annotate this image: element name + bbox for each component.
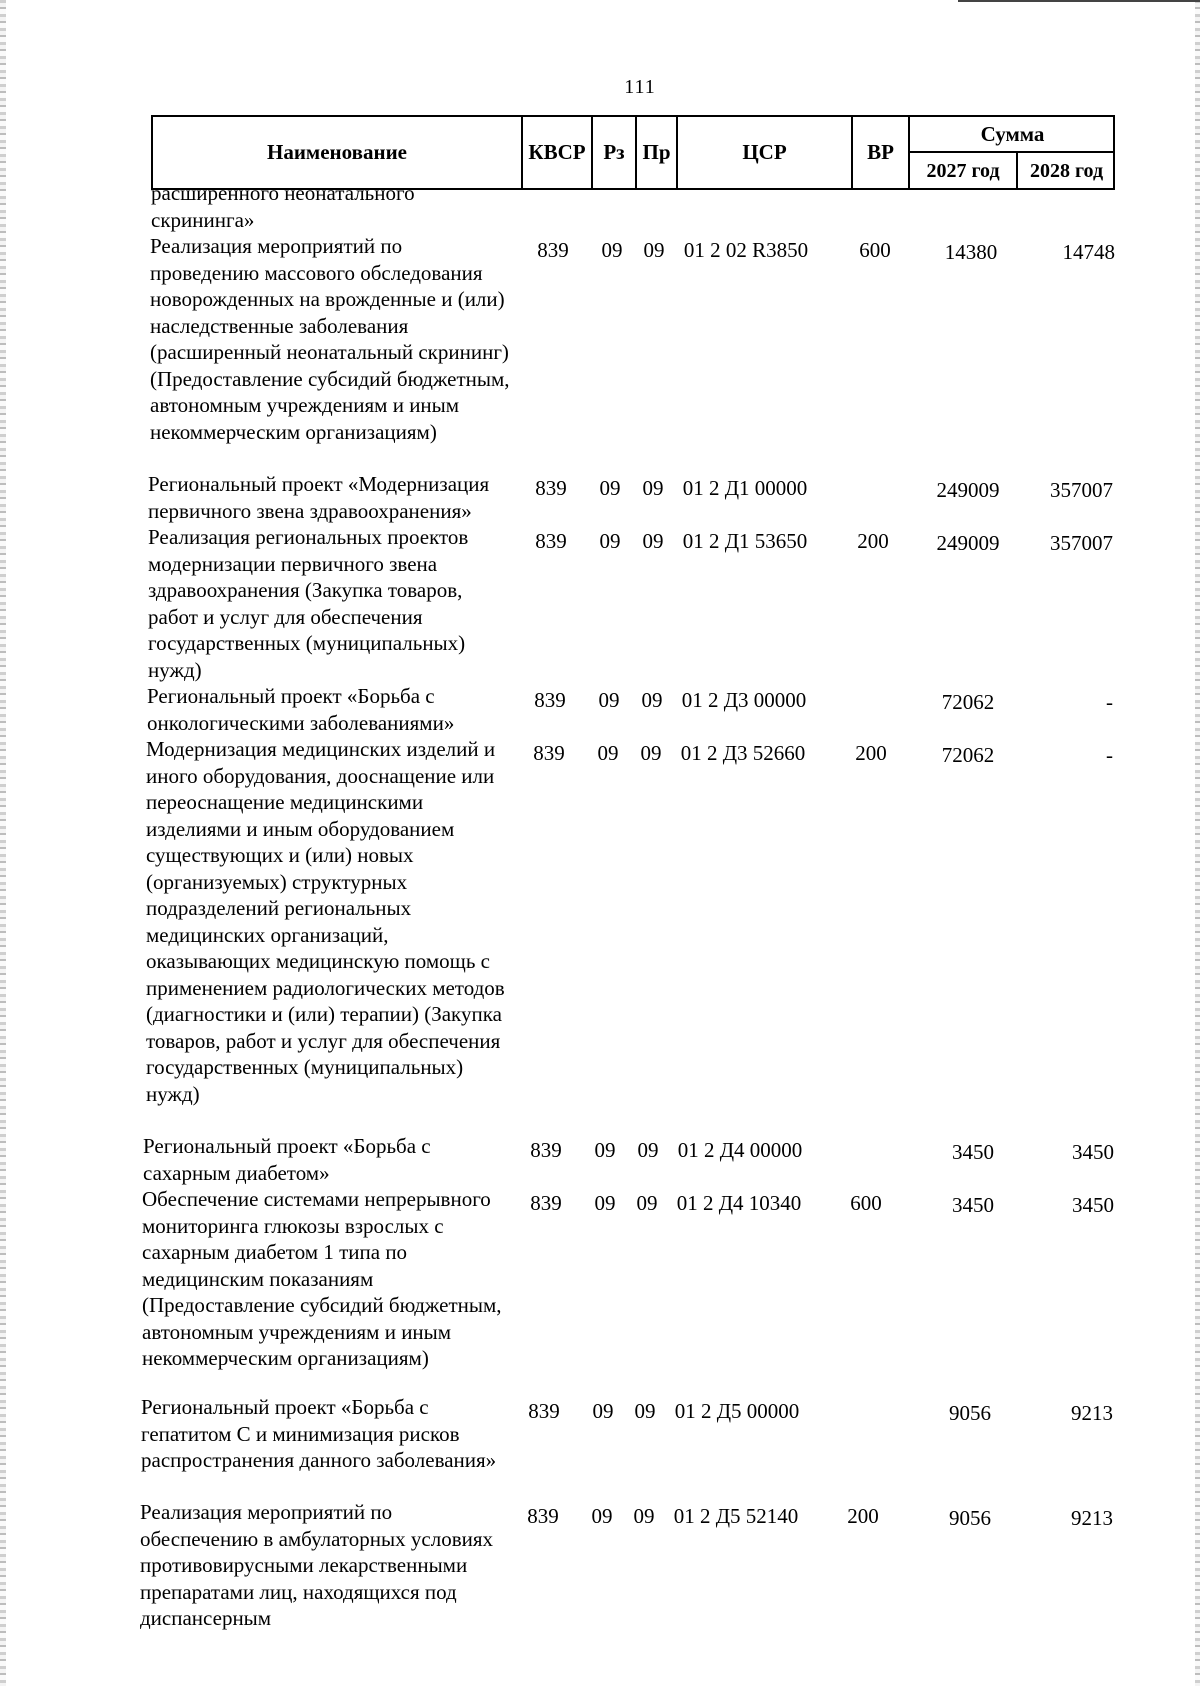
row-pr: 09 <box>641 688 663 712</box>
row-kvsr: 839 <box>527 1504 559 1528</box>
row-vr: 200 <box>855 741 887 765</box>
row-sum-2028: 9213 <box>1071 1401 1113 1425</box>
row-kvsr: 839 <box>535 476 567 500</box>
row-csr: 01 2 Д1 53650 <box>682 529 808 553</box>
row-sum-2027: 3450 <box>952 1140 994 1164</box>
row-sum-2028: 357007 <box>1050 478 1113 502</box>
row-name: Обеспечение системами непрерывного мониторинга глюкозы взрослых с сахарным диабетом 1 типа по медицинским показаниям (Предоставление субсидий бюджетным, автономным учреждениям и иным некоммерческим организациям) <box>142 1187 502 1370</box>
row-sum-2027: 249009 <box>936 478 1000 502</box>
row-rz: 09 <box>591 1504 613 1528</box>
row-sum-2027: 9056 <box>949 1401 991 1425</box>
row-name: Реализация мероприятий по обеспечению в амбулаторных условиях противовирусными лекарственными препаратами лиц, находящихся под диспансерным <box>140 1500 494 1630</box>
row-sum-2027: 9056 <box>949 1506 991 1530</box>
row-sum-2027: 72062 <box>941 743 995 767</box>
row-rz: 09 <box>594 1191 616 1215</box>
row-name: расширенного неонатального скрининга» <box>151 181 415 232</box>
row-sum-2027: 249009 <box>936 531 1000 555</box>
row-rz: 09 <box>597 741 619 765</box>
header-rz: Рз <box>591 117 635 188</box>
row-sum-2027: 14380 <box>944 240 998 264</box>
header-sum: Сумма <box>908 117 1115 153</box>
row-sum-2028: - <box>1106 690 1113 714</box>
row-rz: 09 <box>599 476 621 500</box>
row-name: Реализация региональных проектов модернизации первичного звена здравоохранения (Закупка товаров, работ и услуг для обеспечения государственных (муниципальных) нужд) <box>148 525 469 682</box>
row-sum-2027: 3450 <box>952 1193 994 1217</box>
row-sum-2027: 72062 <box>941 690 995 714</box>
row-kvsr: 839 <box>530 1191 562 1215</box>
row-sum-2028: - <box>1106 743 1113 767</box>
row-csr: 01 2 Д5 52140 <box>673 1504 799 1528</box>
row-kvsr: 839 <box>535 529 567 553</box>
row-sum-2028: 9213 <box>1071 1506 1113 1530</box>
row-kvsr: 839 <box>534 688 566 712</box>
row-kvsr: 839 <box>533 741 565 765</box>
row-rz: 09 <box>601 238 623 262</box>
header-name: Наименование <box>267 140 407 164</box>
row-pr: 09 <box>642 529 664 553</box>
row-pr: 09 <box>640 741 662 765</box>
row-csr: 01 2 Д4 10340 <box>676 1191 802 1215</box>
row-sum-2028: 3450 <box>1072 1193 1114 1217</box>
row-csr: 01 2 Д5 00000 <box>674 1399 800 1423</box>
row-name: Региональный проект «Борьба с гепатитом С и минимизация рисков распространения данного заболевания» <box>141 1395 497 1472</box>
page-number: 111 <box>624 76 656 98</box>
header-pr: Пр <box>635 117 676 188</box>
row-vr: 200 <box>847 1504 879 1528</box>
row-pr: 09 <box>633 1504 655 1528</box>
row-csr: 01 2 Д1 00000 <box>682 476 808 500</box>
row-rz: 09 <box>592 1399 614 1423</box>
row-pr: 09 <box>636 1191 658 1215</box>
header-vr: ВР <box>851 117 908 188</box>
row-kvsr: 839 <box>530 1138 562 1162</box>
header-kvsr: КВСР <box>521 117 591 188</box>
header-csr: ЦСР <box>676 117 851 188</box>
row-name: Модернизация медицинских изделий и иного оборудования, дооснащение или переоснащение медицинскими изделиями и иным оборудованием существующих и (или) новых (организуемых) структурных подразделений региональных медицинских организаций, оказывающих медицинскую помощь с применением радиологических методов (диагностики и (или) терапии) (Закупка товаров, работ и услуг для обеспечения государственных (муниципальных) нужд) <box>146 737 505 1106</box>
row-kvsr: 839 <box>528 1399 560 1423</box>
row-sum-2028: 357007 <box>1050 531 1113 555</box>
row-rz: 09 <box>598 688 620 712</box>
row-rz: 09 <box>594 1138 616 1162</box>
row-vr: 600 <box>850 1191 882 1215</box>
row-name: Реализация мероприятий по проведению массового обследования новорожденных на врожденные и (или) наследственные заболевания (расширенный неонатальный скрининг) (Предоставление субсидий бюджетным, автономным учреждениям и иным некоммерческим организациям) <box>150 234 510 444</box>
header-year-2027: 2027 год <box>908 153 1016 190</box>
row-vr: 200 <box>857 529 889 553</box>
row-pr: 09 <box>643 238 665 262</box>
row-sum-2028: 14748 <box>1062 240 1115 264</box>
row-name: Региональный проект «Борьба с онкологическими заболеваниями» <box>147 684 455 735</box>
row-sum-2028: 3450 <box>1072 1140 1114 1164</box>
row-vr: 600 <box>859 238 891 262</box>
header-year-2028: 2028 год <box>1016 153 1115 190</box>
row-kvsr: 839 <box>537 238 569 262</box>
row-name: Региональный проект «Борьба с сахарным диабетом» <box>143 1134 431 1185</box>
row-rz: 09 <box>599 529 621 553</box>
row-csr: 01 2 Д3 52660 <box>680 741 806 765</box>
row-pr: 09 <box>637 1138 659 1162</box>
row-pr: 09 <box>634 1399 656 1423</box>
row-csr: 01 2 Д4 00000 <box>677 1138 803 1162</box>
row-csr: 01 2 02 R3850 <box>683 238 809 262</box>
row-pr: 09 <box>642 476 664 500</box>
row-name: Региональный проект «Модернизация первичного звена здравоохранения» <box>148 472 490 523</box>
row-csr: 01 2 Д3 00000 <box>681 688 807 712</box>
